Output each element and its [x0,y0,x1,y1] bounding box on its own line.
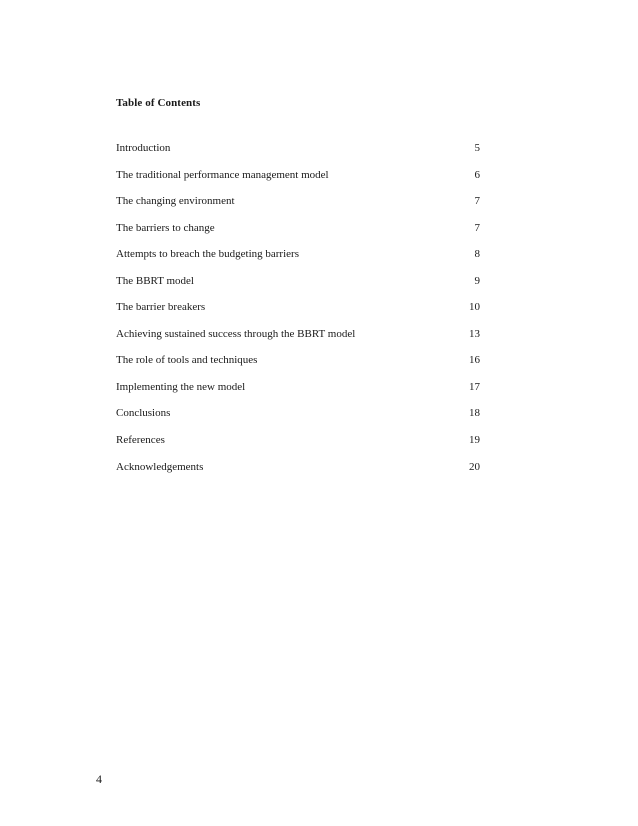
toc-entry-label: The barrier breakers [116,301,206,314]
toc-entry-page: 8 [474,248,480,261]
toc-entry-page: 17 [469,380,480,393]
toc-entry-acknowledgements [116,460,480,487]
toc-entry-tools-and-techniques [116,353,480,380]
toc-entry-changing-environment [116,194,480,221]
toc-entry-page: 18 [469,407,480,420]
toc-entry-conclusions [116,406,480,433]
toc-entry-label: Achieving sustained success through the BBRT model [116,327,356,340]
toc-entry-page: 19 [469,434,480,447]
toc-entry-implementing [116,380,480,407]
toc-entry-page: 10 [469,301,480,314]
toc-entry-label: Implementing the new model [116,380,246,393]
toc-entry-label: Introduction [116,142,171,154]
toc-entry-page: 6 [474,168,480,181]
toc-entry-page: 16 [469,354,480,367]
toc-entry-label: Acknowledgements [116,460,204,473]
toc-title: Table of Contents [116,97,201,109]
toc-entry-references [116,433,480,460]
toc-entry-label: The barriers to change [116,221,215,234]
toc-entry-label: The traditional performance management model [116,168,329,181]
toc-entry-page: 5 [474,142,480,154]
toc-entry-label: The BBRT model [116,274,194,287]
toc-entry-page: 20 [469,460,480,473]
toc-entry-bbrt-model [116,274,480,301]
toc-entry-label: The role of tools and techniques [116,354,258,367]
toc-entry-label: The changing environment [116,195,235,208]
toc-entry-page: 13 [469,327,480,340]
toc-entry-page: 7 [474,221,480,234]
page-number: 4 [96,772,102,786]
toc-entry-traditional-model [116,168,480,195]
toc-entry-breach-attempts [116,247,480,274]
toc-entry-label: Attempts to breach the budgeting barriers [116,248,299,261]
toc-entry-page: 7 [474,195,480,208]
toc-entry-barrier-breakers [116,300,480,327]
toc-entry-introduction [116,141,480,168]
toc-list [116,141,480,486]
toc-entry-page: 9 [474,274,480,287]
toc-entry-sustained-success [116,327,480,354]
toc-entry-label: Conclusions [116,407,171,420]
toc-entry-barriers-to-change [116,221,480,248]
toc-entry-label: References [116,434,165,447]
